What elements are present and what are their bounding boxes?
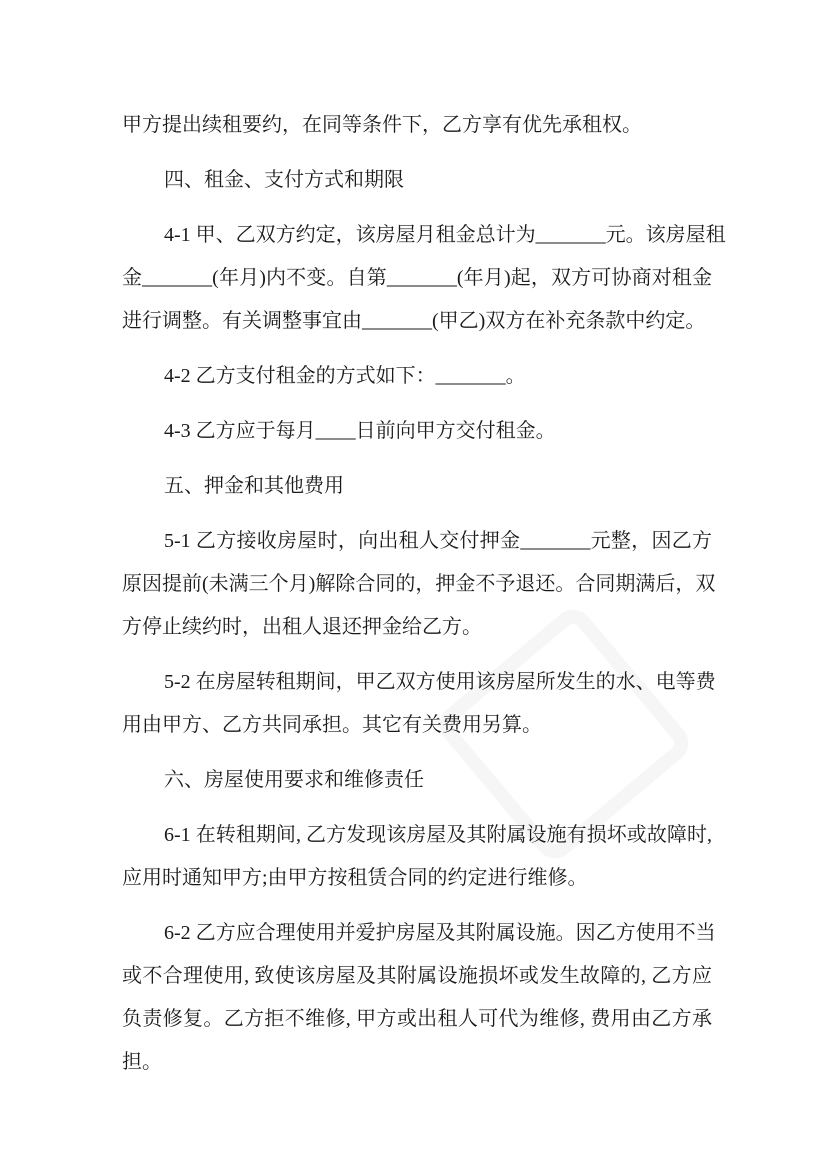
paragraph — [122, 814, 712, 900]
text-line: 甲方提出续租要约，在同等条件下，乙方享有优先承租权。 — [122, 114, 642, 136]
text-line: 负责修复。乙方拒不维修, 甲方或出租人可代为维修, 费用由乙方承 — [122, 1008, 712, 1030]
text-line: 六、房屋使用要求和维修责任 — [164, 769, 424, 791]
text-line: 四、租金、支付方式和期限 — [164, 169, 404, 191]
text-line: 4-2 乙方支付租金的方式如下：_______。 — [164, 365, 526, 387]
text-line: 金_______(年月)内不变。自第_______(年月)起，双方可协商对租金 — [122, 267, 712, 289]
text-line: 应用时通知甲方;由甲方按租赁合同的约定进行维修。 — [122, 867, 588, 889]
paragraph — [122, 214, 726, 343]
text-line: 5-2 在房屋转租期间，甲乙双方使用该房屋所发生的水、电等费 — [164, 671, 716, 693]
paragraph — [122, 465, 712, 508]
text-line: 进行调整。有关调整事宜由_______(甲乙)双方在补充条款中约定。 — [122, 310, 706, 332]
document-page — [122, 104, 726, 1096]
paragraph — [122, 410, 712, 453]
text-line: 五、押金和其他费用 — [164, 475, 344, 497]
paragraph — [122, 759, 712, 802]
paragraph — [122, 355, 712, 398]
paragraph — [122, 520, 716, 649]
paragraph — [122, 104, 712, 147]
text-line: 6-1 在转租期间, 乙方发现该房屋及其附属设施有损坏或故障时, — [164, 824, 712, 846]
paragraph — [122, 912, 716, 1084]
text-line: 原因提前(未满三个月)解除合同的，押金不予退还。合同期满后，双 — [122, 573, 716, 595]
text-line: 5-1 乙方接收房屋时，向出租人交付押金_______元整，因乙方 — [164, 530, 712, 552]
text-line: 或不合理使用, 致使该房屋及其附属设施损坏或发生故障的, 乙方应 — [122, 965, 712, 987]
text-line: 方停止续约时，出租人退还押金给乙方。 — [122, 616, 482, 638]
text-line: 6-2 乙方应合理使用并爱护房屋及其附属设施。因乙方使用不当 — [164, 922, 716, 944]
paragraph — [122, 661, 716, 747]
paragraph — [122, 159, 712, 202]
text-line: 担。 — [122, 1051, 162, 1073]
text-line: 用由甲方、乙方共同承担。其它有关费用另算。 — [122, 714, 542, 736]
text-line: 4-3 乙方应于每月____日前向甲方交付租金。 — [164, 420, 556, 442]
text-line: 4-1 甲、乙双方约定，该房屋月租金总计为_______元。该房屋租 — [164, 224, 726, 246]
